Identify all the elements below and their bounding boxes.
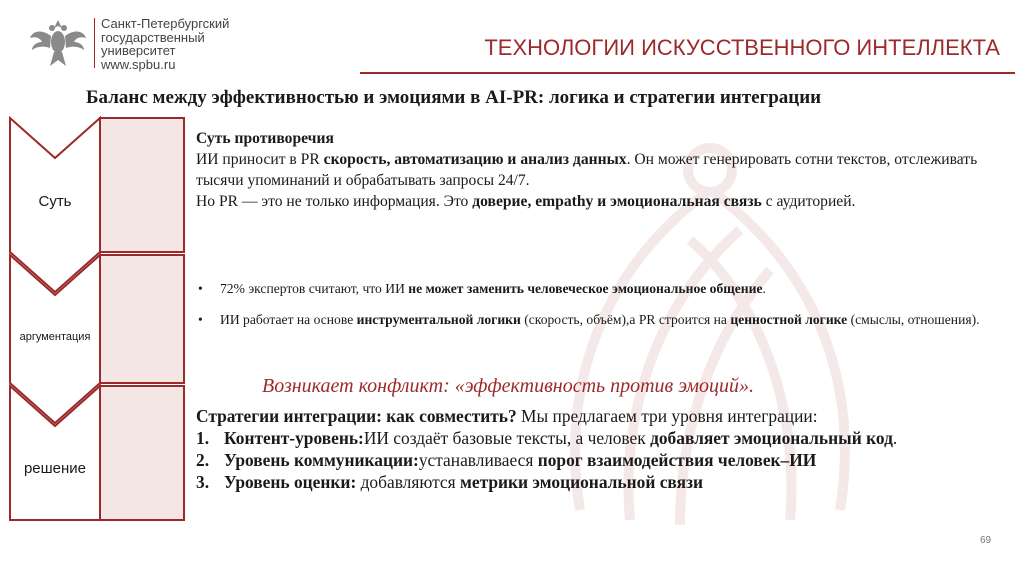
conflict-statement: Возникает конфликт: «эффективность против эмоций». bbox=[262, 375, 755, 397]
university-line: Санкт-Петербургский bbox=[101, 16, 230, 31]
university-line: государственный bbox=[101, 29, 205, 45]
text-bold: порог взаимодействия человек–ИИ bbox=[537, 450, 817, 470]
list-number: 2. bbox=[196, 450, 210, 470]
text-run: . bbox=[892, 428, 898, 448]
text-bold: скорость, автоматизацию и анализ данных bbox=[323, 151, 627, 168]
bullet-item bbox=[196, 310, 994, 329]
text-run: (скорость, объём),а PR строится на bbox=[520, 312, 731, 327]
bullet-item bbox=[196, 279, 994, 298]
slide-header-title: ТЕХНОЛОГИИ ИСКУССТВЕННОГО ИНТЕЛЛЕКТА bbox=[484, 35, 1000, 60]
text-run: Мы предлагаем три уровня интеграции: bbox=[516, 406, 818, 426]
list-item bbox=[196, 427, 994, 449]
text-bold: доверие, empathy и эмоциональная связь bbox=[472, 193, 762, 210]
list-item bbox=[196, 471, 994, 493]
list-item bbox=[196, 449, 994, 471]
text-bold: Уровень коммуникации: bbox=[224, 450, 419, 470]
text-run: . Он может генерировать сотни текстов, отслеживать тысячи упоминаний и обрабатывать запросы 24/7. bbox=[196, 151, 978, 189]
text-run: устанавливаеся bbox=[418, 450, 538, 470]
text-run: . bbox=[762, 281, 766, 296]
section-solution bbox=[196, 405, 994, 493]
text-bold: Стратегии интеграции: как совместить? bbox=[196, 406, 517, 426]
text-run: Но PR — это не только информация. Это bbox=[196, 193, 473, 210]
list-number: 3. bbox=[196, 472, 210, 492]
text-bold: добавляет эмоциональный код bbox=[650, 428, 893, 448]
box-arg bbox=[100, 255, 184, 383]
text-bold: инструментальной логики bbox=[356, 312, 521, 327]
text-run: ИИ работает на основе bbox=[220, 312, 357, 327]
strategies-list bbox=[196, 427, 994, 493]
paragraph bbox=[196, 191, 994, 212]
section-argumentation bbox=[196, 279, 994, 341]
strategies-intro bbox=[196, 405, 994, 427]
text-bold: Уровень оценки: bbox=[224, 472, 357, 492]
text-run: ИИ создаёт базовые тексты, а человек bbox=[363, 428, 651, 448]
section-heading: Суть противоречия bbox=[196, 130, 334, 147]
text-bold: ценностной логике bbox=[730, 312, 848, 327]
text-run: ИИ приносит в PR bbox=[196, 151, 324, 168]
section-essence bbox=[196, 128, 994, 212]
chevron-label-argumentation: аргументация bbox=[19, 331, 91, 343]
chevron-label-solution: решение bbox=[23, 460, 87, 477]
text-run: добавляются bbox=[356, 472, 460, 492]
text-run: (смыслы, отношения). bbox=[847, 312, 980, 327]
bullet-dot: • bbox=[198, 312, 203, 327]
slide-subtitle: Баланс между эффективностью и эмоциями в AI-PR: логика и стратегии интеграции bbox=[86, 87, 822, 108]
paragraph bbox=[196, 149, 994, 191]
text-run: 72% экспертов считают, что ИИ bbox=[220, 281, 409, 296]
box-res bbox=[100, 386, 184, 520]
text-bold: метрики эмоциональной связи bbox=[460, 472, 704, 492]
chevron-label-sut: Суть bbox=[38, 193, 72, 210]
box-sut bbox=[100, 118, 184, 252]
text-run: с аудиторией. bbox=[761, 193, 856, 210]
bullet-dot: • bbox=[198, 281, 203, 296]
list-number: 1. bbox=[196, 428, 210, 448]
university-line: университет bbox=[101, 43, 176, 59]
text-bold: Контент-уровень: bbox=[224, 428, 364, 448]
university-url: www.spbu.ru bbox=[101, 56, 176, 72]
text-bold: не может заменить человеческое эмоциональное общение bbox=[408, 281, 763, 296]
page-number: 69 bbox=[980, 535, 992, 546]
